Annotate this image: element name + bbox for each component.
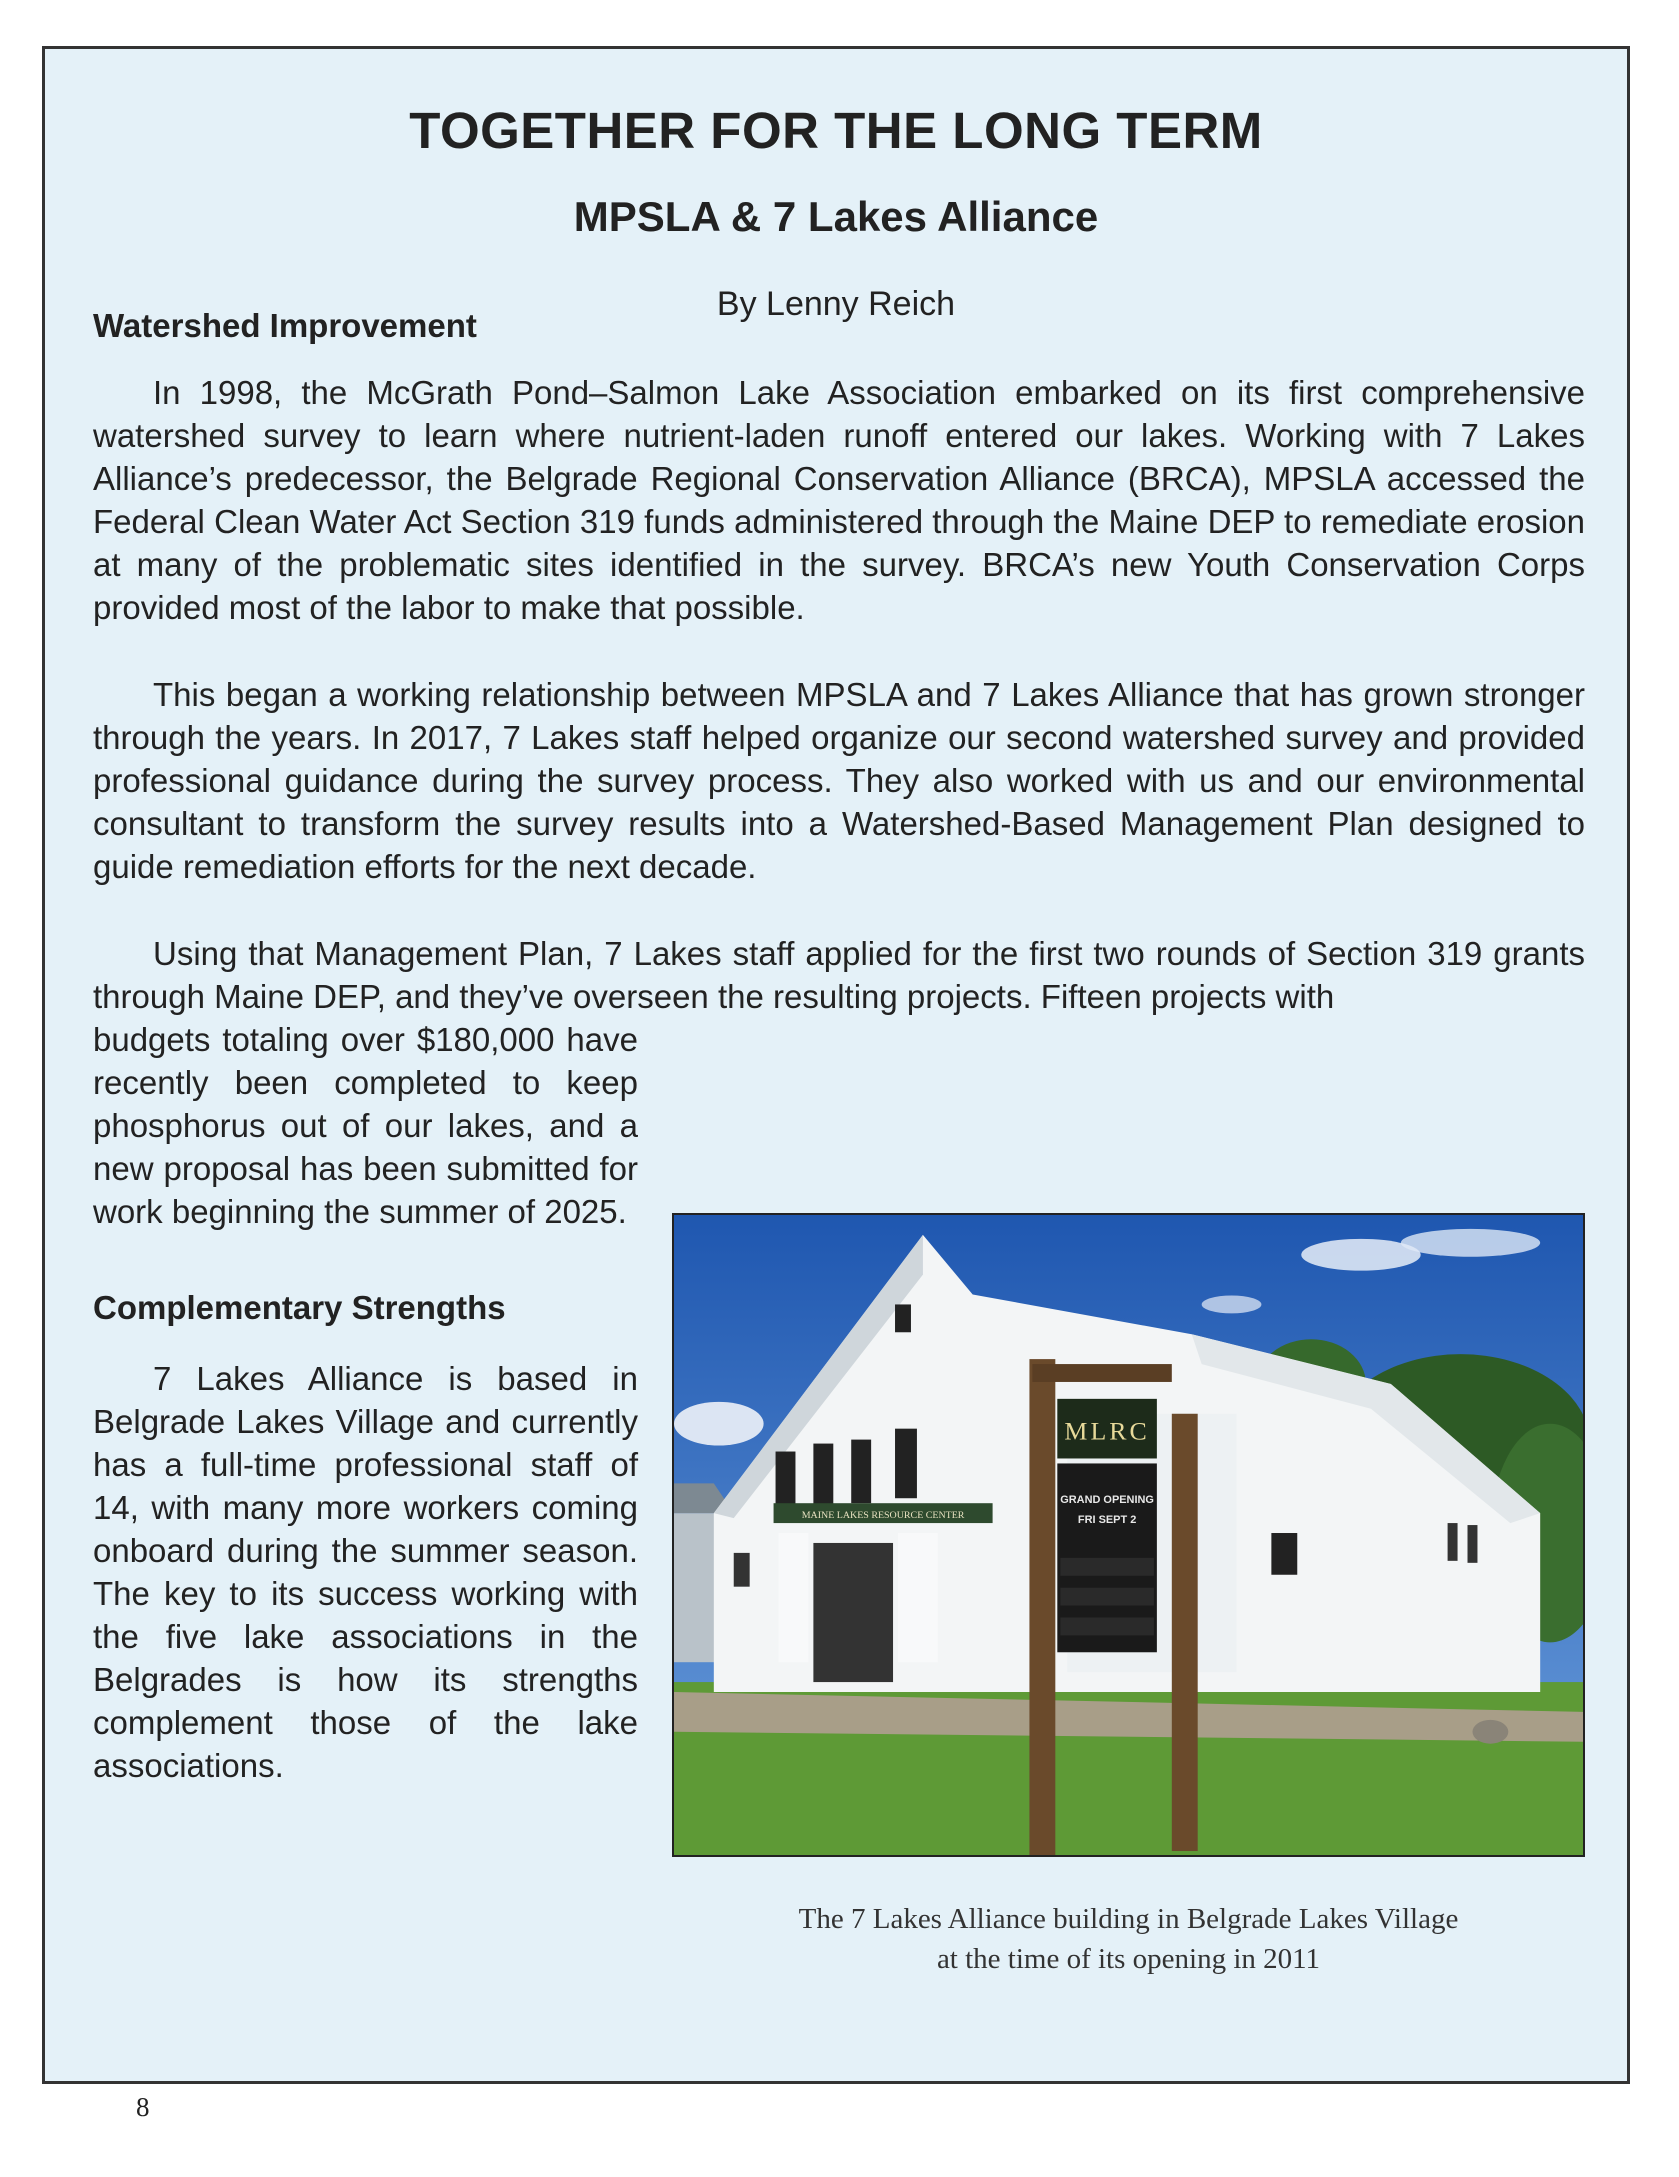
- caption-line-1: The 7 Lakes Alliance building in Belgrade Lakes Village: [798, 1903, 1459, 1935]
- article-title: TOGETHER FOR THE LONG TERM: [409, 102, 1263, 159]
- byline: By Lenny Reich: [716, 285, 956, 323]
- building-photo: [672, 1213, 1585, 1857]
- building-sign-text: MAINE LAKES RESOURCE CENTER: [801, 1510, 965, 1522]
- paragraph-watershed-1: In 1998, the McGrath Pond–Salmon Lake Association embarked on its first comprehensive watershed survey to learn where nutrient-laden runoff entered our lakes. Working with 7 Lakes Alliance’s predecessor, the Belgrade Regional Conservation Alliance (BRCA), MPSLA accessed the Federal Clean Water Act Section 319 funds administered through the Maine DEP to remediate erosion at many of the problematic sites identified in the survey. BRCA’s new Youth Conservation Corps provided most of the labor to make that possible.: [93, 374, 1585, 626]
- paragraph-complementary-1: 7 Lakes Alliance is based in Belgrade Lakes Village and currently has a full-time professional staff of 14, with many more workers coming onboard during the summer season. The key to its success working with the five lake associations in the Belgrades is how its strengths complement those of the lake associations.: [93, 1360, 638, 1784]
- sign-line2-text: FRI SEPT 2: [1077, 1514, 1137, 1527]
- paragraph-watershed-3a: Using that Management Plan, 7 Lakes staff applied for the first two rounds of Section 319 grants through Maine DEP, and they’ve overseen the resulting projects. Fifteen projects with: [93, 935, 1585, 1015]
- page-number: 8: [136, 2092, 150, 2122]
- caption-line-2: at the time of its opening in 2011: [936, 1943, 1321, 1975]
- paragraph-watershed-3b: budgets totaling over $180,000 have recently been completed to keep phosphorus out of our lakes, and a new proposal has been submitted for work beginning the summer of 2025.: [93, 1021, 638, 1230]
- sign-name-text: MLRC: [1064, 1416, 1150, 1446]
- article-panel: [42, 46, 1630, 2084]
- section-heading-complementary: Complementary Strengths: [93, 1289, 506, 1326]
- paragraph-watershed-2: This began a working relationship between MPSLA and 7 Lakes Alliance that has grown stronger through the years. In 2017, 7 Lakes staff helped organize our second watershed survey and provided professional guidance during the survey process. They also worked with us and our environmental consultant to transform the survey results into a Watershed-Based Management Plan designed to guide remediation efforts for the next decade.: [93, 676, 1585, 885]
- sign-line1-text: GRAND OPENING: [1060, 1494, 1154, 1507]
- photo-caption: [672, 1899, 1585, 1979]
- section-heading-watershed: Watershed Improvement: [93, 307, 477, 344]
- article-subtitle: MPSLA & 7 Lakes Alliance: [573, 193, 1099, 240]
- building-photo-illustration: [674, 1215, 1583, 1855]
